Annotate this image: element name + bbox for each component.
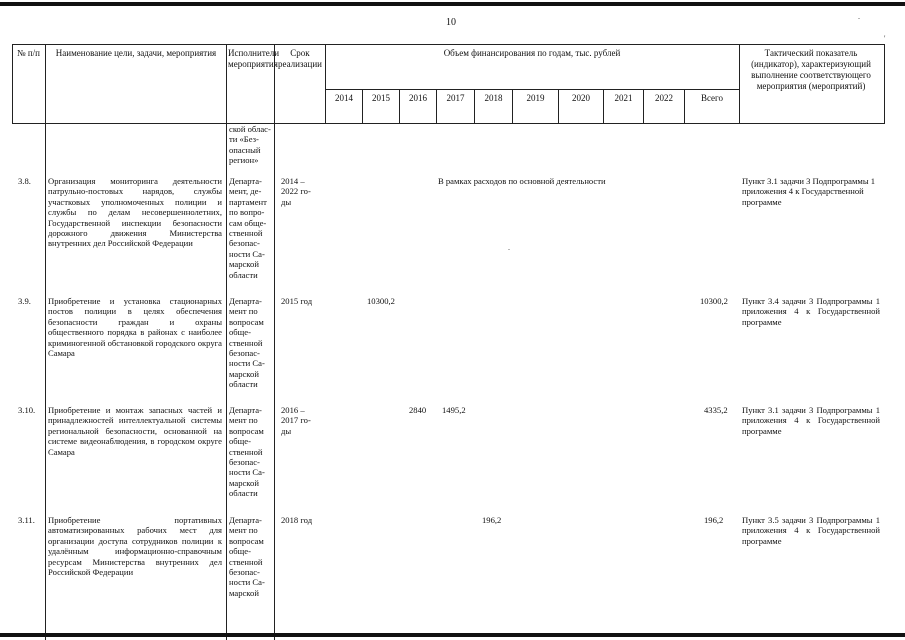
row-name: Приобретение портативных автоматизированных рабочих мест для организации доступа сотрудников полиции к удалённым информационно-справочным ресурсам Министерства внутренних дел Российской Федерации — [48, 515, 222, 578]
col-divider — [739, 44, 740, 123]
year-total: Всего — [700, 93, 724, 103]
row-name: Приобретение и монтаж запасных частей и принадлежностей интеллектуальной системы региональной безопасности, основанной на системе видеонаблюдения, в городском округе Самара — [48, 405, 222, 457]
continued-executor: ской облас- ти «Без- опасный регион» — [229, 124, 271, 166]
top-border — [0, 2, 905, 6]
row-num: 3.8. — [18, 176, 31, 186]
value-2018: 196,2 — [482, 515, 502, 525]
value-total: 4335,2 — [704, 405, 728, 415]
row-financing-note: В рамках расходов по основной деятельности — [438, 176, 606, 186]
col-divider — [274, 44, 275, 640]
col-divider — [45, 44, 46, 640]
year-2016: 2016 — [409, 93, 427, 103]
row-indicator: Пункт 3.1 задачи 3 Подпрограммы 1 приложения 4 к Государственной программе — [742, 405, 880, 436]
year-2014: 2014 — [335, 93, 353, 103]
year-2017: 2017 — [446, 93, 465, 103]
row-term: 2018 год — [281, 515, 313, 525]
row-num: 3.9. — [18, 296, 31, 306]
value-total: 10300,2 — [700, 296, 728, 306]
value-total: 196,2 — [704, 515, 724, 525]
speck: . — [508, 243, 510, 252]
row-num: 3.10. — [18, 405, 36, 415]
year-2021: 2021 — [614, 93, 633, 103]
row-indicator: Пункт 3.5 задачи 3 Подпрограммы 1 приложения 4 к Государственной программе — [742, 515, 880, 546]
row-executor: Департа- мент, де- партамент по вопро- сам обще- ственной безопас- ности Са- марской области — [229, 176, 267, 280]
header-name: Наименование цели, задачи, мероприятия — [55, 48, 217, 58]
speck: ' — [884, 34, 886, 43]
header-executor: Исполнители мероприятия — [228, 48, 280, 69]
header-indicator: Тактический показатель (индикатор), характеризующий выполнение соответствующего мероприятия (мероприятий) — [751, 48, 871, 91]
header-term: Срок реализации — [278, 48, 322, 69]
row-name: Организация мониторинга деятельности патрульно-постовых нарядов, службы участковых уполномоченных полиции и службы по делам несовершеннолетних, Государственной инспекции безопасности дорожного движения Министерства внутренних дел Российской Федерации — [48, 176, 222, 249]
row-executor: Департа- мент по вопросам обще- ственной безопас- ности Са- марской — [229, 515, 265, 598]
header-num: № п/п — [17, 48, 40, 58]
row-num: 3.11. — [18, 515, 35, 525]
year-2019: 2019 — [526, 93, 545, 103]
bottom-border — [0, 633, 905, 637]
speck: . — [858, 12, 860, 21]
row-term: 2016 – 2017 го- ды — [281, 405, 311, 436]
year-2022: 2022 — [655, 93, 673, 103]
value-2017: 1495,2 — [442, 405, 466, 415]
page-number: 10 — [446, 17, 456, 28]
row-indicator: Пункт 3.1 задачи 3 Подпрограммы 1 приложения 4 к Государственной программе — [742, 176, 876, 207]
year-2015: 2015 — [372, 93, 390, 103]
row-indicator: Пункт 3.4 задачи 3 Подпрограммы 1 приложения 4 к Государственной программе — [742, 296, 880, 327]
value-2015: 10300,2 — [367, 296, 395, 306]
row-name: Приобретение и установка стационарных постов полиции в целях обеспечения безопасности граждан и охраны общественного порядка в районах с наиболее криминогенной обстановкой городского округа Самара — [48, 296, 222, 359]
year-2020: 2020 — [572, 93, 590, 103]
year-2018: 2018 — [484, 93, 503, 103]
col-divider — [226, 44, 227, 640]
value-2016: 2840 — [409, 405, 427, 415]
row-executor: Департа- мент по вопросам обще- ственной безопас- ности Са- марской области — [229, 296, 265, 390]
header-financing: Объем финансирования по годам, тыс. рублей — [443, 48, 621, 58]
row-term: 2015 год — [281, 296, 313, 306]
row-executor: Департа- мент по вопросам обще- ственной безопас- ности Са- марской области — [229, 405, 265, 499]
row-term: 2014 – 2022 го- ды — [281, 176, 311, 207]
year-row-divider — [325, 89, 739, 90]
